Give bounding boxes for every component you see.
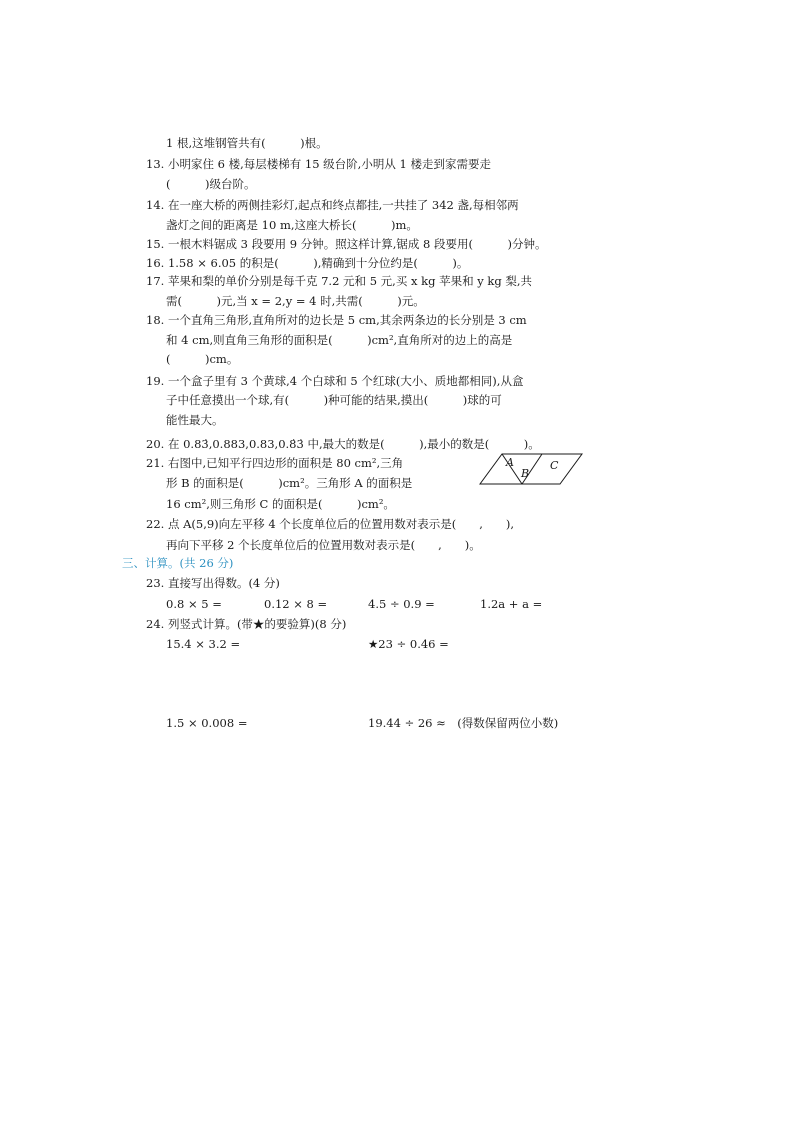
expression-24-4: 19.44 ÷ 26 ≈ (得数保留两位小数) xyxy=(368,716,559,730)
question-13-continued: ( )级台阶。 xyxy=(166,177,256,191)
question-13: 13. 小明家住 6 楼,每层楼梯有 15 级台阶,小明从 1 楼走到家需要走 xyxy=(146,157,491,171)
parallelogram-figure xyxy=(478,452,584,486)
triangle-a-label: A xyxy=(506,456,514,469)
question-15: 15. 一根木料锯成 3 段要用 9 分钟。照这样计算,锯成 8 段要用( )分钟。 xyxy=(146,237,547,251)
question-21-continued-1: 形 B 的面积是( )cm²。三角形 A 的面积是 xyxy=(166,476,413,490)
expression-23-2: 0.12 × 8 = xyxy=(264,597,328,611)
question-19-continued-2: 能性最大。 xyxy=(166,413,224,427)
question-18: 18. 一个直角三角形,直角所对的边长是 5 cm,其余两条边的长分别是 3 cm xyxy=(146,313,527,327)
expression-23-3: 4.5 ÷ 0.9 = xyxy=(368,597,435,611)
question-19: 19. 一个盒子里有 3 个黄球,4 个白球和 5 个红球(大小、质地都相同),从盒 xyxy=(146,374,524,388)
question-21: 21. 右图中,已知平行四边形的面积是 80 cm²,三角 xyxy=(146,456,404,470)
expression-24-1: 15.4 × 3.2 = xyxy=(166,637,241,651)
expression-24-2: ★23 ÷ 0.46 = xyxy=(368,637,449,651)
question-17: 17. 苹果和梨的单价分别是每千克 7.2 元和 5 元,买 x kg 苹果和 y kg 梨,共 xyxy=(146,274,533,288)
triangle-b-label: B xyxy=(521,467,530,480)
question-14: 14. 在一座大桥的两侧挂彩灯,起点和终点都挂,一共挂了 342 盏,每相邻两 xyxy=(146,198,519,212)
question-24: 24. 列竖式计算。(带★的要验算)(8 分) xyxy=(146,617,347,631)
question-22: 22. 点 A(5,9)向左平移 4 个长度单位后的位置用数对表示是( , ), xyxy=(146,517,515,531)
question-16: 16. 1.58 × 6.05 的积是( ),精确到十分位约是( )。 xyxy=(146,256,469,270)
question-20: 20. 在 0.83̇,0.883,0.83,0.8̇3̇ 中,最大的数是( ),最小的数是( )。 xyxy=(146,437,540,451)
expression-24-3: 1.5 × 0.008 = xyxy=(166,716,248,730)
question-21-continued-2: 16 cm²,则三角形 C 的面积是( )cm²。 xyxy=(166,497,395,511)
question-23: 23. 直接写出得数。(4 分) xyxy=(146,576,280,590)
question-17-continued: 需( )元,当 x = 2,y = 4 时,共需( )元。 xyxy=(166,294,425,308)
section-title-calculation: 三、计算。(共 26 分) xyxy=(122,556,234,570)
question-18-continued-2: ( )cm。 xyxy=(166,352,239,366)
question-14-continued: 盏灯之间的距离是 10 m,这座大桥长( )m。 xyxy=(166,218,418,232)
triangle-c-label: C xyxy=(550,459,559,472)
parallelogram-diagram xyxy=(478,452,584,486)
question-19-continued-1: 子中任意摸出一个球,有( )种可能的结果,摸出( )球的可 xyxy=(166,393,502,407)
question-18-continued-1: 和 4 cm,则直角三角形的面积是( )cm²,直角所对的边上的高是 xyxy=(166,333,513,347)
parallelogram-outline xyxy=(480,454,582,484)
question-12-continued: 1 根,这堆钢管共有( )根。 xyxy=(166,136,328,150)
expression-23-1: 0.8 × 5 = xyxy=(166,597,222,611)
expression-23-4: 1.2a + a = xyxy=(480,597,543,611)
question-22-continued: 再向下平移 2 个长度单位后的位置用数对表示是( , )。 xyxy=(166,538,481,552)
